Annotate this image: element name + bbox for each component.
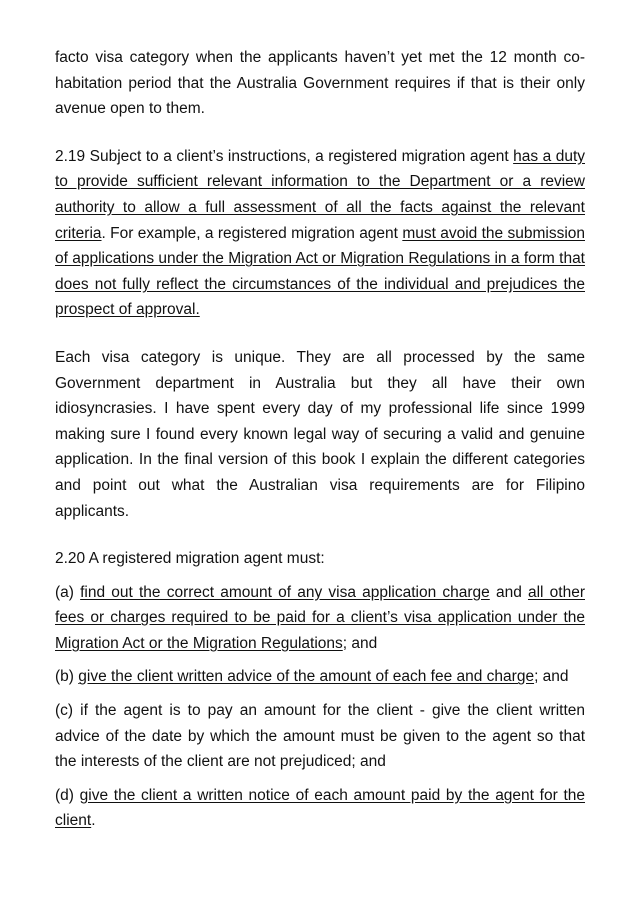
item-b-underlined: give the client written advice of the amount of each fee and charge xyxy=(78,668,535,686)
underlined-duty-text: has a duty to provide sufficient relevant information to the Department or a review authority to allow a full assessment of all the facts against the relevant criteria xyxy=(55,147,585,242)
item-b-end: ; and xyxy=(534,668,569,686)
item-a-underlined-2: all other fees or charges required to be paid for a client’s visa application under the Migration Act or the Migration Regulations xyxy=(55,583,585,652)
document-page xyxy=(55,45,585,834)
list-item-c: (c) if the agent is to pay an amount for the client - give the client written advice of the date by which the amount must be given to the agent so that the interests of the client are not prejudiced; and xyxy=(55,702,585,771)
paragraph-unique-category: Each visa category is unique. They are all processed by the same Government department in Australia but they all have their own idiosyncrasies. I have spent every day of my professional life since 1999 making sure I found every known legal way of securing a valid and genuine application. In the final version of this book I explain the different categories and point out what the Australian visa requirements are for Filipino applicants. xyxy=(55,348,585,520)
list-item-d xyxy=(55,783,585,834)
text-2-19-example: . For example, a registered migration agent xyxy=(101,224,403,242)
paragraph-2-20-heading: 2.20 A registered migration agent must: xyxy=(55,550,325,568)
item-d-end: . xyxy=(91,812,96,830)
item-a-and: and xyxy=(489,583,528,601)
text-2-19-intro: 2.19 Subject to a client’s instructions, a registered migration agent xyxy=(55,147,514,165)
paragraph-visa-category: facto visa category when the applicants haven’t yet met the 12 month co-habitation period that the Australia Government requires if that is their only avenue open to them. xyxy=(55,49,585,118)
list-item-a xyxy=(55,580,585,657)
list-item-b xyxy=(55,664,585,690)
item-a-label: (a) xyxy=(55,583,81,601)
item-d-underlined: give the client a written notice of each amount paid by the agent for the client xyxy=(55,786,585,830)
paragraph-2-19 xyxy=(55,144,585,323)
item-a-underlined-1: find out the correct amount of any visa application charge xyxy=(80,583,490,601)
underlined-must-avoid-text: must avoid the submission of applications under the Migration Act or Migration Regulations in a form that does not fully reflect the circumstances of the individual and prejudices the prospect of approval. xyxy=(55,224,585,319)
item-d-label: (d) xyxy=(55,786,80,804)
item-a-end: ; and xyxy=(342,634,378,652)
item-b-label: (b) xyxy=(55,668,79,686)
